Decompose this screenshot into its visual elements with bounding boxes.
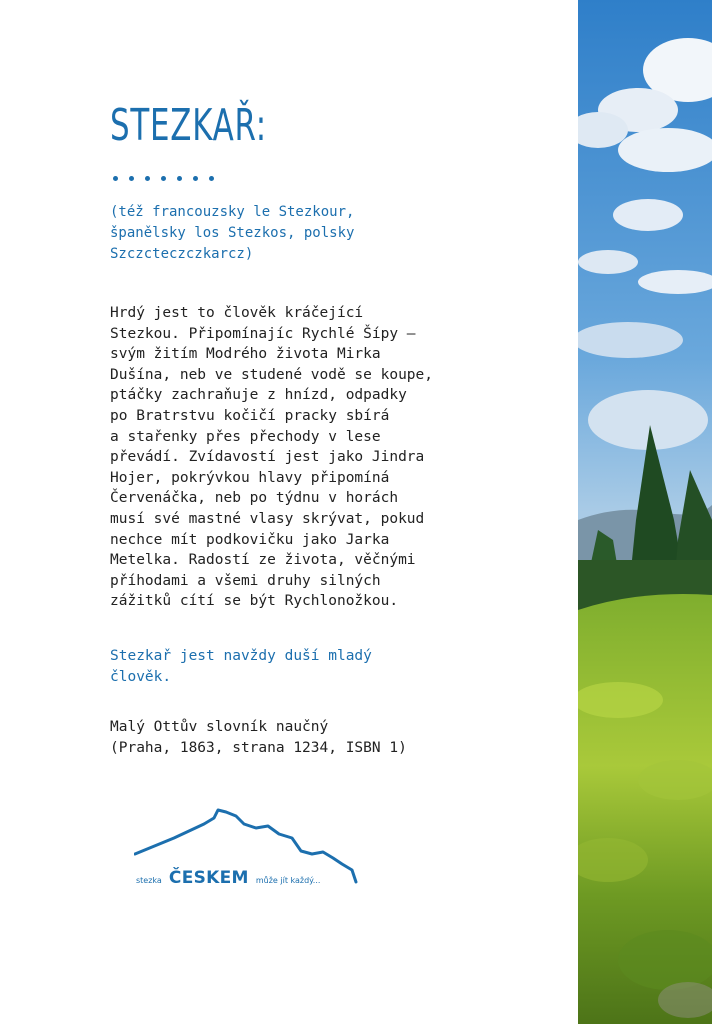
source-citation: Malý Ottův slovník naučný (Praha, 1863, strana 1234, ISBN 1) xyxy=(110,719,407,756)
highlight-quote: Stezkař jest navždy duší mladý člověk. xyxy=(110,648,372,685)
logo-main: ČESKEM xyxy=(168,868,249,888)
definition-body: Hrdý jest to člověk kráčející Stezkou. Připomínajíc Rychlé Šípy – svým žitím Modrého života Mirka Dušína, neb ve studené vodě se koupe, ptáčky zachraňuje z hnízd, odpadky po Bratrstvu kočičí pracky sbírá a stařenky přes přechody v lese převádí. Zvídavostí jest jako Jindra Hojer, pokrývkou hlavy připomíná Červenáčka, neb po týdnu v horách musí své mastné vlasy skrývat, pokud nechce mít podkovičku jako Jarka Metelka. Radostí ze života, věčnými příhodami a všemi druhy silných zážitků cítí se být Rychlonožkou. xyxy=(110,305,434,610)
logo-suffix: může jít každý... xyxy=(255,876,321,885)
divider-dot xyxy=(129,176,134,181)
dot-divider xyxy=(113,176,214,181)
divider-dot xyxy=(145,176,150,181)
divider-dot xyxy=(209,176,214,181)
definition-subtitle: (též francouzsky le Stezkour, španělsky los Stezkos, polsky Szczcteczczkarcz) xyxy=(110,204,355,262)
page-title: STEZKAŘ: xyxy=(110,100,267,151)
divider-dot xyxy=(113,176,118,181)
logo-prefix: stezka xyxy=(136,876,162,885)
landscape-image xyxy=(578,0,712,1024)
landscape-photo xyxy=(578,0,712,1024)
divider-dot xyxy=(193,176,198,181)
divider-dot xyxy=(161,176,166,181)
logo-wordmark xyxy=(136,868,320,888)
divider-dot xyxy=(177,176,182,181)
stezka-ceskem-logo xyxy=(134,806,364,896)
